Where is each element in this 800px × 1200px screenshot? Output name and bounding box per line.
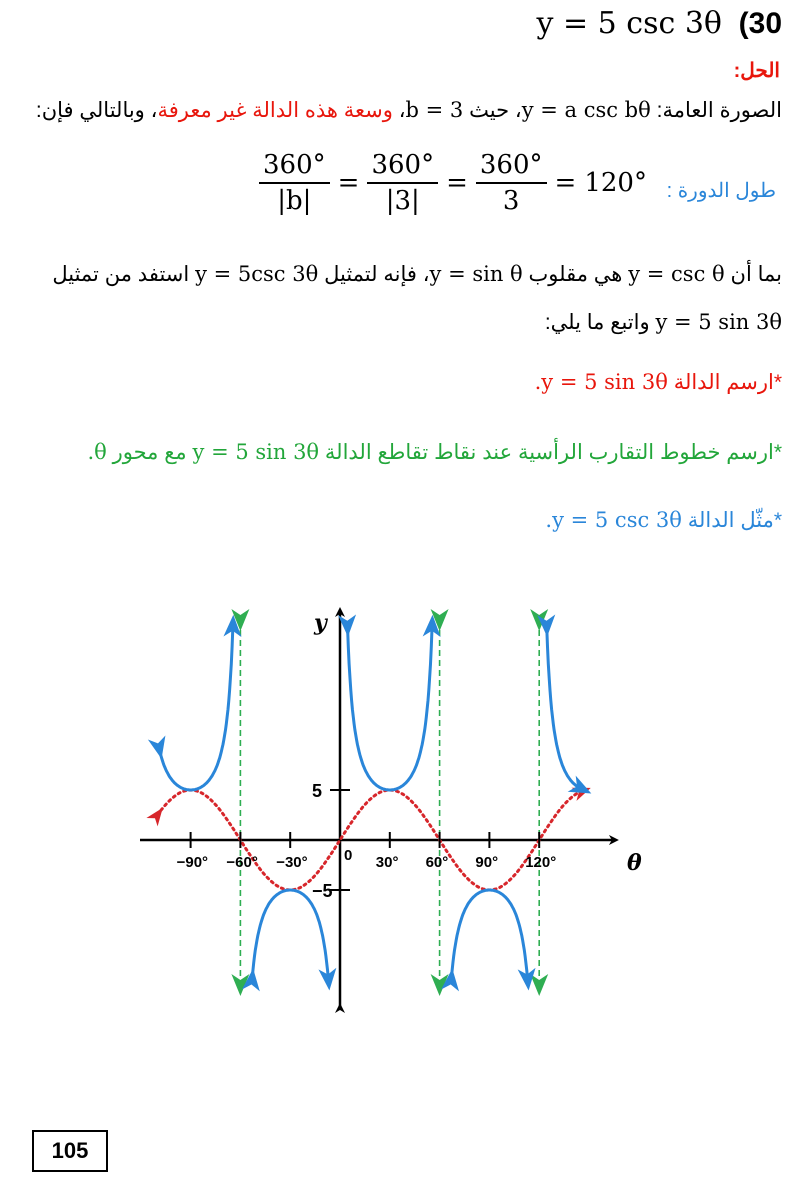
cosecant-branch	[547, 626, 582, 789]
problem-equation: y = 5 csc 3θ	[536, 6, 722, 41]
y-tick-label: 5	[312, 781, 323, 801]
sin-equation: y = sin θ	[429, 262, 523, 286]
general-form-equation: y = a csc bθ	[521, 98, 651, 122]
x-tick-label: −90°	[176, 854, 209, 871]
fraction-2-denominator: |3|	[385, 186, 420, 216]
cosecant-curve	[159, 626, 581, 980]
fraction-1-denominator: |b|	[277, 186, 312, 216]
asymptotes	[240, 620, 539, 985]
reciprocal-text-2: هي مقلوب	[528, 263, 623, 286]
equals-sign: =	[337, 168, 360, 198]
step-3-text: *مثّل الدالة	[687, 509, 782, 532]
y-tick-label: −5	[312, 881, 333, 901]
cosecant-branch	[451, 890, 527, 980]
general-form-line	[36, 98, 782, 123]
fraction-2	[367, 148, 438, 218]
fraction-3-numerator: 360°	[476, 148, 547, 184]
reciprocal-line	[52, 262, 782, 287]
step-1-equation: .y = 5 sin 3θ	[534, 370, 668, 394]
y-axis-label: y	[314, 610, 327, 636]
cosecant-branch	[159, 626, 233, 790]
origin-label: 0	[344, 847, 353, 864]
fraction-1	[259, 148, 330, 218]
step-2-axis: .θ	[87, 440, 107, 464]
step-3	[545, 508, 782, 533]
period-formula	[255, 148, 651, 218]
fraction-2-numerator: 360°	[367, 148, 438, 184]
target-equation: y = 5csc 3θ	[195, 262, 319, 286]
page-number: 105	[32, 1130, 108, 1172]
problem-number: (30	[738, 7, 782, 40]
reciprocal-text-1: بما أن	[730, 263, 782, 286]
step-2	[87, 440, 782, 465]
fraction-1-numerator: 360°	[259, 148, 330, 184]
csc-graph	[140, 590, 660, 1030]
reciprocal-text-4: استفد من تمثيل	[52, 263, 190, 286]
general-form-where: ، حيث	[469, 99, 522, 122]
cosecant-branch	[252, 890, 328, 980]
step-1	[535, 370, 782, 395]
problem-title	[537, 6, 783, 41]
equals-sign: =	[554, 168, 577, 198]
fraction-3-denominator: 3	[502, 186, 520, 216]
follow-line	[545, 310, 782, 335]
period-row	[0, 148, 800, 248]
general-form-sep: ،	[392, 99, 406, 122]
amplitude-note: وسعة هذه الدالة غير معرفة	[157, 99, 393, 122]
step-2-text: *ارسم خطوط التقارب الرأسية عند نقاط تقاطع الدالة	[324, 441, 782, 464]
fraction-3	[476, 148, 547, 218]
solution-label: الحل:	[733, 60, 780, 82]
csc-equation: y = csc θ	[628, 262, 725, 286]
x-tick-label: 60°	[425, 854, 449, 871]
equals-sign: =	[446, 168, 468, 198]
b-value: b = 3	[405, 98, 464, 122]
x-tick-label: 30°	[375, 854, 399, 871]
general-form-prefix: الصورة العامة:	[656, 99, 782, 122]
x-tick-label: −60°	[226, 854, 258, 871]
x-axis-label: θ	[627, 850, 642, 876]
cosecant-branch	[348, 626, 433, 790]
period-result: 120°	[584, 168, 647, 198]
general-form-suffix: ، وبالتالي فإن:	[35, 99, 158, 122]
step-3-equation: .y = 5 csc 3θ	[545, 508, 682, 532]
reciprocal-text-3: ، فإنه لتمثيل	[324, 263, 430, 286]
follow-equation: y = 5 sin 3θ	[655, 310, 782, 334]
step-1-text: *ارسم الدالة	[673, 371, 782, 394]
x-tick-label: 120°	[525, 854, 557, 871]
step-2-text-2: مع محور	[112, 441, 187, 464]
axes	[140, 610, 642, 1008]
step-2-equation: y = 5 sin 3θ	[192, 440, 320, 464]
follow-text: واتبع ما يلي:	[544, 311, 650, 334]
x-tick-label: −30°	[276, 854, 308, 871]
period-label: طول الدورة :	[666, 180, 776, 202]
x-tick-label: 90°	[475, 854, 499, 871]
